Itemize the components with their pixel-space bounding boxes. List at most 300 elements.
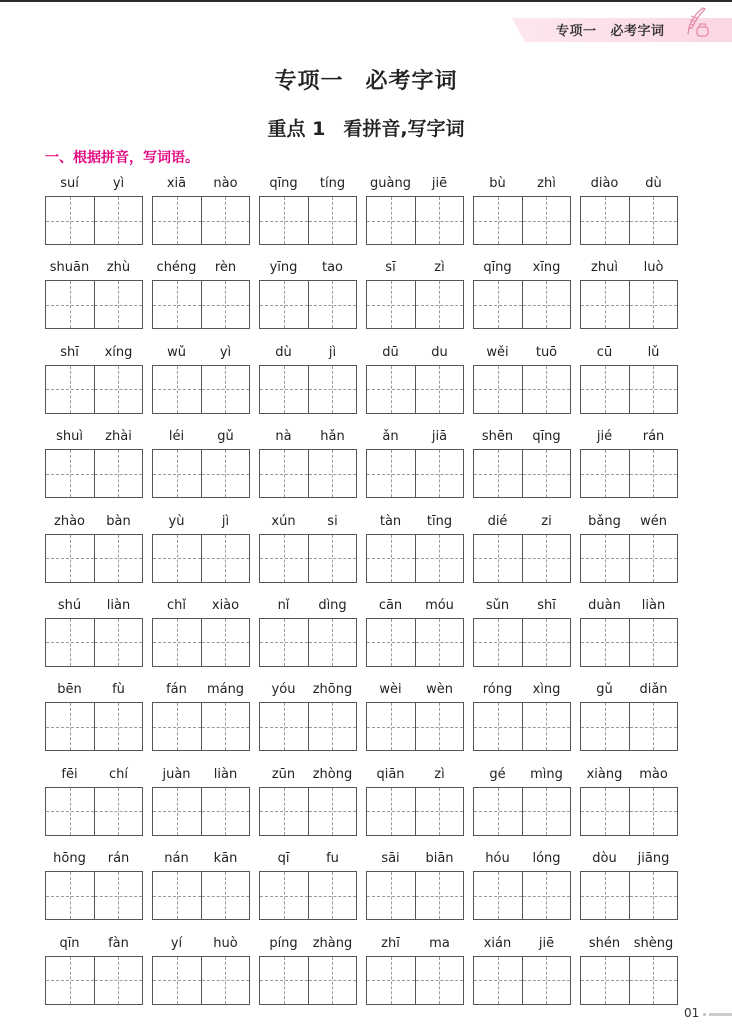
writing-box[interactable] <box>201 788 250 835</box>
writing-box[interactable] <box>367 957 415 1004</box>
pinyin-label <box>473 594 571 618</box>
tianzige-boxes <box>45 618 143 667</box>
tianzige-boxes <box>580 956 678 1005</box>
pinyin-label <box>45 425 143 449</box>
writing-box[interactable] <box>260 957 308 1004</box>
tianzige-boxes <box>473 280 571 329</box>
writing-box[interactable] <box>629 197 678 244</box>
pinyin-syllable: yì <box>219 344 232 360</box>
word-item <box>259 256 357 329</box>
writing-box[interactable] <box>201 619 250 666</box>
pinyin-label <box>473 932 571 956</box>
word-item <box>580 678 678 751</box>
pinyin-label <box>152 341 250 365</box>
pinyin-syllable: bàn <box>106 513 131 529</box>
page-line <box>709 1013 732 1016</box>
pinyin-label <box>473 678 571 702</box>
word-item <box>473 678 571 751</box>
writing-box[interactable] <box>153 281 201 328</box>
word-item <box>152 763 250 836</box>
word-row <box>45 341 679 425</box>
tianzige-boxes <box>580 196 678 245</box>
pinyin-syllable: du <box>431 344 448 360</box>
pinyin-syllable: zhī <box>381 935 400 951</box>
writing-box[interactable] <box>260 619 308 666</box>
writing-box[interactable] <box>94 535 143 582</box>
pinyin-syllable: huò <box>213 935 238 951</box>
pinyin-syllable: yì <box>112 176 125 191</box>
writing-box[interactable] <box>46 788 94 835</box>
writing-box[interactable] <box>308 450 357 497</box>
tianzige-boxes <box>152 956 250 1005</box>
writing-box[interactable] <box>201 535 250 582</box>
pinyin-label <box>473 510 571 534</box>
word-item <box>152 847 250 920</box>
word-item <box>45 510 143 583</box>
word-item <box>152 256 250 329</box>
pinyin-syllable: zhōng <box>312 682 353 698</box>
writing-box[interactable] <box>201 281 250 328</box>
pinyin-label <box>366 763 464 787</box>
pinyin-label <box>473 425 571 449</box>
writing-box[interactable] <box>153 619 201 666</box>
tianzige-boxes <box>580 365 678 414</box>
writing-box[interactable] <box>629 788 678 835</box>
pinyin-syllable: cū <box>596 344 613 360</box>
pinyin-syllable: liàn <box>106 597 131 613</box>
word-row <box>45 425 679 509</box>
writing-box[interactable] <box>522 788 571 835</box>
tianzige-boxes <box>580 787 678 836</box>
tianzige-boxes <box>45 787 143 836</box>
tianzige-boxes <box>366 618 464 667</box>
writing-box[interactable] <box>201 957 250 1004</box>
writing-box[interactable] <box>415 703 464 750</box>
writing-box[interactable] <box>46 619 94 666</box>
writing-box[interactable] <box>260 281 308 328</box>
tianzige-boxes <box>45 956 143 1005</box>
pinyin-label <box>259 847 357 871</box>
writing-box[interactable] <box>522 619 571 666</box>
pinyin-label <box>366 847 464 871</box>
pinyin-syllable: jì <box>221 513 230 529</box>
pinyin-syllable: sī <box>385 260 396 276</box>
word-row <box>45 678 679 762</box>
tianzige-boxes <box>366 280 464 329</box>
page-dot <box>703 1013 706 1016</box>
pinyin-syllable: yīng <box>269 260 298 276</box>
word-item <box>45 256 143 329</box>
writing-box[interactable] <box>415 788 464 835</box>
pinyin-label <box>366 594 464 618</box>
pinyin-syllable: dié <box>487 513 508 529</box>
word-item <box>366 594 464 667</box>
writing-box[interactable] <box>153 872 201 919</box>
writing-box[interactable] <box>367 366 415 413</box>
writing-box[interactable] <box>522 366 571 413</box>
writing-box[interactable] <box>415 535 464 582</box>
pinyin-syllable: xīng <box>532 260 561 276</box>
writing-box[interactable] <box>201 197 250 244</box>
pinyin-syllable: lóng <box>532 851 561 867</box>
writing-box[interactable] <box>260 450 308 497</box>
word-item <box>580 594 678 667</box>
pinyin-syllable: xiā <box>166 176 187 191</box>
writing-box[interactable] <box>474 366 522 413</box>
writing-box[interactable] <box>308 872 357 919</box>
writing-box[interactable] <box>474 872 522 919</box>
pinyin-syllable: fu <box>326 851 339 867</box>
pinyin-syllable: sāi <box>381 851 400 867</box>
word-item <box>580 510 678 583</box>
instruction-text: 一、根据拼音，写词语。 <box>45 150 199 166</box>
pinyin-syllable: kān <box>213 851 238 867</box>
writing-box[interactable] <box>581 703 629 750</box>
pinyin-syllable: duàn <box>588 597 621 613</box>
pinyin-syllable: móu <box>425 597 454 613</box>
writing-box[interactable] <box>629 535 678 582</box>
writing-box[interactable] <box>522 450 571 497</box>
word-item <box>580 932 678 1005</box>
writing-box[interactable] <box>415 197 464 244</box>
word-item <box>152 172 250 245</box>
word-row <box>45 847 679 931</box>
pinyin-syllable: si <box>327 513 338 529</box>
pinyin-syllable: tīng <box>426 513 453 529</box>
writing-box[interactable] <box>153 703 201 750</box>
writing-box[interactable] <box>581 788 629 835</box>
word-item <box>366 678 464 751</box>
pinyin-syllable: shén <box>588 935 621 951</box>
writing-box[interactable] <box>522 872 571 919</box>
writing-box[interactable] <box>522 535 571 582</box>
pinyin-syllable: zhòng <box>312 766 353 782</box>
page-number: 01 <box>684 1006 700 1020</box>
writing-box[interactable] <box>46 450 94 497</box>
tianzige-boxes <box>259 618 357 667</box>
pinyin-label <box>45 847 143 871</box>
writing-box[interactable] <box>153 535 201 582</box>
pinyin-syllable: fàn <box>108 935 129 951</box>
writing-box[interactable] <box>260 703 308 750</box>
writing-box[interactable] <box>581 619 629 666</box>
writing-box[interactable] <box>46 366 94 413</box>
writing-box[interactable] <box>308 619 357 666</box>
word-item <box>366 763 464 836</box>
pinyin-syllable: mào <box>639 766 668 782</box>
writing-box[interactable] <box>260 788 308 835</box>
writing-box[interactable] <box>367 703 415 750</box>
pinyin-syllable: wěi <box>486 344 509 360</box>
tianzige-boxes <box>366 365 464 414</box>
word-item <box>152 678 250 751</box>
writing-box[interactable] <box>153 788 201 835</box>
pinyin-syllable: zhài <box>105 429 132 445</box>
writing-box[interactable] <box>629 703 678 750</box>
pinyin-syllable: suí <box>60 176 79 191</box>
writing-box[interactable] <box>201 450 250 497</box>
pinyin-syllable: rán <box>107 851 130 867</box>
writing-box[interactable] <box>260 535 308 582</box>
writing-box[interactable] <box>94 619 143 666</box>
writing-box[interactable] <box>629 281 678 328</box>
tianzige-boxes <box>366 702 464 751</box>
pinyin-syllable: wǔ <box>167 344 186 360</box>
word-item <box>45 172 143 245</box>
pinyin-syllable: gé <box>489 766 506 782</box>
tianzige-boxes <box>366 534 464 583</box>
pinyin-label <box>259 425 357 449</box>
word-item <box>473 932 571 1005</box>
pinyin-syllable: gǔ <box>596 682 613 698</box>
tianzige-boxes <box>473 449 571 498</box>
tianzige-boxes <box>259 956 357 1005</box>
word-item <box>45 594 143 667</box>
writing-box[interactable] <box>153 957 201 1004</box>
word-row <box>45 763 679 847</box>
tianzige-boxes <box>259 449 357 498</box>
pinyin-syllable: qī <box>277 851 290 867</box>
tianzige-boxes <box>45 365 143 414</box>
tianzige-boxes <box>259 280 357 329</box>
writing-box[interactable] <box>415 619 464 666</box>
writing-grid <box>45 172 679 1016</box>
writing-box[interactable] <box>308 957 357 1004</box>
tianzige-boxes <box>259 365 357 414</box>
writing-box[interactable] <box>153 197 201 244</box>
writing-box[interactable] <box>474 788 522 835</box>
writing-box[interactable] <box>94 703 143 750</box>
writing-box[interactable] <box>629 957 678 1004</box>
writing-box[interactable] <box>46 872 94 919</box>
writing-box[interactable] <box>474 957 522 1004</box>
writing-box[interactable] <box>308 703 357 750</box>
pinyin-label <box>259 341 357 365</box>
pinyin-syllable: róng <box>482 682 513 698</box>
pinyin-syllable: zì <box>434 260 445 276</box>
title-topic: 必考字词 <box>365 69 458 94</box>
pinyin-label <box>366 425 464 449</box>
writing-box[interactable] <box>94 450 143 497</box>
writing-box[interactable] <box>367 872 415 919</box>
pinyin-syllable: zhào <box>54 513 85 529</box>
pinyin-label <box>152 510 250 534</box>
writing-box[interactable] <box>46 957 94 1004</box>
pinyin-label <box>366 256 464 280</box>
writing-box[interactable] <box>522 703 571 750</box>
pinyin-syllable: fán <box>166 682 187 698</box>
writing-box[interactable] <box>94 872 143 919</box>
writing-box[interactable] <box>94 366 143 413</box>
writing-box[interactable] <box>308 281 357 328</box>
writing-box[interactable] <box>581 450 629 497</box>
pinyin-label <box>45 256 143 280</box>
tianzige-boxes <box>45 702 143 751</box>
pinyin-syllable: mìng <box>530 766 563 782</box>
pinyin-syllable: biān <box>425 851 454 867</box>
writing-box[interactable] <box>522 281 571 328</box>
word-item <box>152 510 250 583</box>
pinyin-label <box>152 594 250 618</box>
word-item <box>473 425 571 498</box>
tianzige-boxes <box>259 871 357 920</box>
writing-box[interactable] <box>581 535 629 582</box>
tianzige-boxes <box>45 280 143 329</box>
tianzige-boxes <box>473 534 571 583</box>
writing-box[interactable] <box>629 872 678 919</box>
tianzige-boxes <box>152 280 250 329</box>
tianzige-boxes <box>152 871 250 920</box>
pinyin-syllable: xiào <box>211 597 240 613</box>
pinyin-syllable: hǎn <box>320 429 345 445</box>
writing-box[interactable] <box>474 450 522 497</box>
pinyin-syllable: zi <box>541 513 552 529</box>
writing-box[interactable] <box>581 957 629 1004</box>
writing-box[interactable] <box>367 281 415 328</box>
subtitle-task: 看拼音,写字词 <box>343 118 465 140</box>
pinyin-syllable: diào <box>590 176 619 191</box>
writing-box[interactable] <box>581 281 629 328</box>
writing-box[interactable] <box>46 535 94 582</box>
writing-box[interactable] <box>415 281 464 328</box>
pinyin-label <box>152 425 250 449</box>
writing-box[interactable] <box>629 619 678 666</box>
pinyin-syllable: lǔ <box>647 344 660 360</box>
pinyin-syllable: guàng <box>370 176 411 191</box>
tianzige-boxes <box>259 787 357 836</box>
writing-box[interactable] <box>367 619 415 666</box>
pinyin-label <box>152 932 250 956</box>
writing-box[interactable] <box>94 957 143 1004</box>
tianzige-boxes <box>473 787 571 836</box>
tianzige-boxes <box>152 534 250 583</box>
word-item <box>45 763 143 836</box>
writing-box[interactable] <box>46 703 94 750</box>
tianzige-boxes <box>45 534 143 583</box>
writing-box[interactable] <box>308 197 357 244</box>
writing-box[interactable] <box>629 450 678 497</box>
pinyin-label <box>259 678 357 702</box>
tianzige-boxes <box>259 196 357 245</box>
writing-box[interactable] <box>308 788 357 835</box>
pinyin-label <box>366 678 464 702</box>
word-item <box>259 341 357 414</box>
writing-box[interactable] <box>629 366 678 413</box>
pinyin-label <box>580 256 678 280</box>
tianzige-boxes <box>45 871 143 920</box>
tianzige-boxes <box>473 871 571 920</box>
tianzige-boxes <box>45 449 143 498</box>
pinyin-syllable: jié <box>596 429 613 445</box>
tianzige-boxes <box>45 196 143 245</box>
pinyin-label <box>580 594 678 618</box>
writing-box[interactable] <box>94 281 143 328</box>
pinyin-syllable: tàn <box>379 513 402 529</box>
writing-box[interactable] <box>581 197 629 244</box>
writing-box[interactable] <box>581 872 629 919</box>
writing-box[interactable] <box>367 450 415 497</box>
pinyin-syllable: fēi <box>61 766 78 782</box>
pinyin-label <box>45 341 143 365</box>
writing-box[interactable] <box>474 281 522 328</box>
word-item <box>259 425 357 498</box>
writing-box[interactable] <box>367 535 415 582</box>
pinyin-syllable: xiàng <box>586 766 623 782</box>
pinyin-syllable: gǔ <box>217 429 234 445</box>
pinyin-label <box>366 172 464 196</box>
writing-box[interactable] <box>415 366 464 413</box>
writing-box[interactable] <box>474 535 522 582</box>
writing-box[interactable] <box>201 366 250 413</box>
word-item <box>259 678 357 751</box>
writing-box[interactable] <box>260 872 308 919</box>
writing-box[interactable] <box>308 535 357 582</box>
writing-box[interactable] <box>415 450 464 497</box>
tianzige-boxes <box>580 280 678 329</box>
tianzige-boxes <box>473 196 571 245</box>
writing-box[interactable] <box>94 788 143 835</box>
pinyin-label <box>473 763 571 787</box>
writing-box[interactable] <box>201 872 250 919</box>
writing-box[interactable] <box>415 872 464 919</box>
word-item <box>473 256 571 329</box>
writing-box[interactable] <box>581 366 629 413</box>
writing-box[interactable] <box>94 197 143 244</box>
writing-box[interactable] <box>522 957 571 1004</box>
pinyin-syllable: liàn <box>641 597 666 613</box>
writing-box[interactable] <box>153 366 201 413</box>
pinyin-label <box>45 510 143 534</box>
writing-box[interactable] <box>260 366 308 413</box>
pinyin-syllable: qiān <box>376 766 405 782</box>
writing-box[interactable] <box>474 619 522 666</box>
writing-box[interactable] <box>367 788 415 835</box>
pinyin-syllable: xián <box>483 935 512 951</box>
writing-box[interactable] <box>260 197 308 244</box>
section-subtitle <box>0 114 732 141</box>
writing-box[interactable] <box>474 703 522 750</box>
word-item <box>259 172 357 245</box>
writing-box[interactable] <box>153 450 201 497</box>
pinyin-syllable: jiē <box>431 176 448 191</box>
pinyin-label <box>259 594 357 618</box>
word-item <box>580 847 678 920</box>
writing-box[interactable] <box>308 366 357 413</box>
writing-box[interactable] <box>474 197 522 244</box>
pinyin-syllable: zhì <box>537 176 556 191</box>
tianzige-boxes <box>473 365 571 414</box>
writing-box[interactable] <box>46 281 94 328</box>
pinyin-syllable: cān <box>378 597 403 613</box>
word-item <box>473 847 571 920</box>
header-topic: 必考字词 <box>610 24 665 39</box>
tianzige-boxes <box>259 702 357 751</box>
writing-box[interactable] <box>415 957 464 1004</box>
writing-box[interactable] <box>46 197 94 244</box>
pinyin-label <box>259 172 357 196</box>
pinyin-syllable: yù <box>168 513 185 529</box>
writing-box[interactable] <box>201 703 250 750</box>
pinyin-syllable: qīng <box>483 260 512 276</box>
writing-box[interactable] <box>367 197 415 244</box>
pinyin-syllable: máng <box>206 682 245 698</box>
pinyin-syllable: léi <box>168 429 185 445</box>
writing-box[interactable] <box>522 197 571 244</box>
tianzige-boxes <box>580 534 678 583</box>
pinyin-syllable: wèn <box>426 682 453 698</box>
tianzige-boxes <box>152 365 250 414</box>
pinyin-syllable: shuān <box>49 260 90 276</box>
